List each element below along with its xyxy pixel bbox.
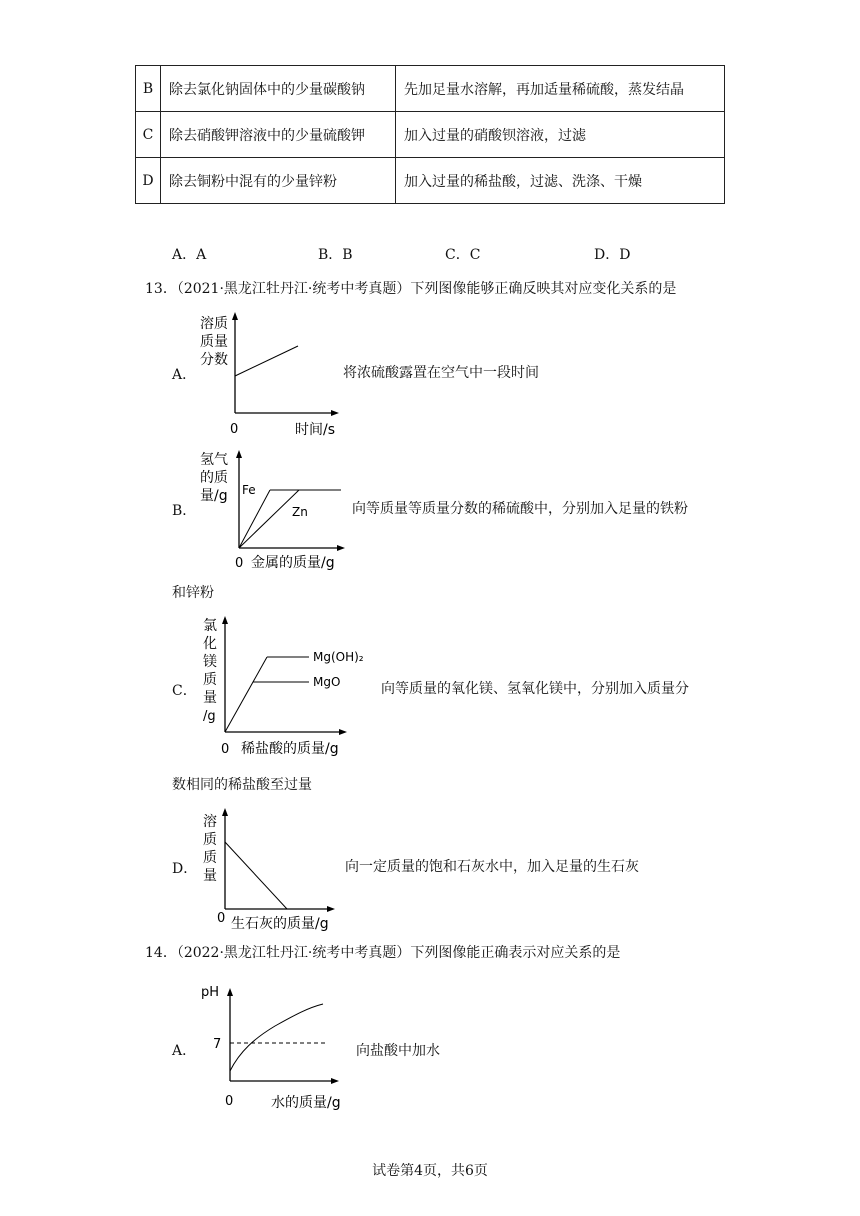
option-a-label[interactable]: A．	[172, 367, 197, 383]
y-axis-label: 溶质	[200, 316, 228, 332]
origin-label: 0	[225, 1094, 234, 1109]
options-table	[135, 65, 725, 204]
question-14-stem: 14．（2022·黑龙江牡丹江·统考中考真题）下列图像能正确表示对应关系的是	[145, 945, 621, 961]
q14-option-a-desc: 向盐酸中加水	[356, 1043, 440, 1059]
answer-choice-c[interactable]: C．C	[445, 247, 481, 263]
option-a-desc: 将浓硫酸露置在空气中一段时间	[343, 365, 539, 381]
y-axis-label: 化	[203, 636, 217, 652]
question-13-stem: 13．（2021·黑龙江牡丹江·统考中考真题）下列图像能够正确反映其对应变化关系的是	[145, 281, 677, 297]
q14-option-a-label[interactable]: A．	[172, 1043, 197, 1059]
option-c-label[interactable]: C．	[172, 683, 197, 699]
graph-13b	[195, 448, 355, 576]
option-b-label[interactable]: B．	[172, 503, 197, 519]
y-axis-label: 溶	[203, 814, 217, 830]
y-axis-label: 质	[203, 850, 217, 866]
series-label-zn: Zn	[292, 505, 308, 519]
y-axis-label: 量	[203, 868, 217, 884]
graph-13a	[195, 310, 345, 440]
tick-label-7: 7	[213, 1037, 222, 1052]
row-key: C	[136, 112, 161, 158]
row-goal: 除去铜粉中混有的少量锌粉	[161, 158, 396, 204]
y-axis-label: /g	[203, 709, 216, 724]
graph-13d	[195, 804, 345, 934]
row-goal: 除去硝酸钾溶液中的少量硫酸钾	[161, 112, 396, 158]
x-axis-label: 金属的质量/g	[251, 555, 335, 571]
option-b-desc: 向等质量等质量分数的稀硫酸中，分别加入足量的铁粉	[352, 501, 688, 517]
x-axis-label: 时间/s	[295, 422, 336, 438]
answer-choice-d[interactable]: D．D	[594, 247, 631, 263]
row-key: B	[136, 66, 161, 112]
option-c-desc: 向等质量的氧化镁、氢氧化镁中，分别加入质量分	[381, 681, 689, 697]
y-axis-label: 镁	[203, 654, 217, 670]
x-axis-label: 水的质量/g	[271, 1095, 341, 1111]
origin-label: 0	[221, 742, 230, 757]
origin-label: 0	[230, 422, 239, 437]
option-c-desc-cont: 数相同的稀盐酸至过量	[172, 777, 312, 793]
answer-choice-b[interactable]: B．B	[318, 247, 353, 263]
y-axis-label: 氯	[203, 618, 217, 634]
option-b-desc-cont: 和锌粉	[172, 585, 214, 601]
y-axis-label: 量	[203, 690, 217, 706]
row-method: 加入过量的硝酸钡溶液，过滤	[396, 112, 725, 158]
y-axis-label: 质	[203, 832, 217, 848]
y-axis-label: pH	[201, 985, 220, 1000]
y-axis-label: 质量	[200, 334, 228, 350]
table-row	[136, 66, 725, 112]
row-key: D	[136, 158, 161, 204]
table-row	[136, 158, 725, 204]
series-label-mgo: MgO	[313, 675, 341, 689]
graph-13c	[195, 612, 365, 762]
row-method: 先加足量水溶解，再加适量稀硫酸，蒸发结晶	[396, 66, 725, 112]
y-axis-label: 质	[203, 672, 217, 688]
x-axis-label: 稀盐酸的质量/g	[241, 741, 339, 757]
y-axis-label: 的质	[200, 470, 228, 486]
origin-label: 0	[235, 556, 244, 571]
y-axis-label: 量/g	[200, 488, 228, 504]
row-goal: 除去氯化钠固体中的少量碳酸钠	[161, 66, 396, 112]
page-footer: 试卷第4页，共6页	[372, 1163, 488, 1179]
series-label-fe: Fe	[242, 483, 256, 497]
table-row	[136, 112, 725, 158]
option-d-label[interactable]: D．	[172, 861, 198, 877]
x-axis-label: 生石灰的质量/g	[231, 916, 329, 932]
graph-14a	[195, 976, 355, 1116]
origin-label: 0	[217, 911, 226, 926]
series-label-mgoh2: Mg(OH)₂	[313, 650, 364, 664]
answer-choice-a[interactable]: A．A	[172, 247, 207, 263]
y-axis-label: 氢气	[200, 452, 228, 468]
row-method: 加入过量的稀盐酸，过滤、洗涤、干燥	[396, 158, 725, 204]
y-axis-label: 分数	[200, 352, 228, 368]
option-d-desc: 向一定质量的饱和石灰水中，加入足量的生石灰	[345, 859, 639, 875]
